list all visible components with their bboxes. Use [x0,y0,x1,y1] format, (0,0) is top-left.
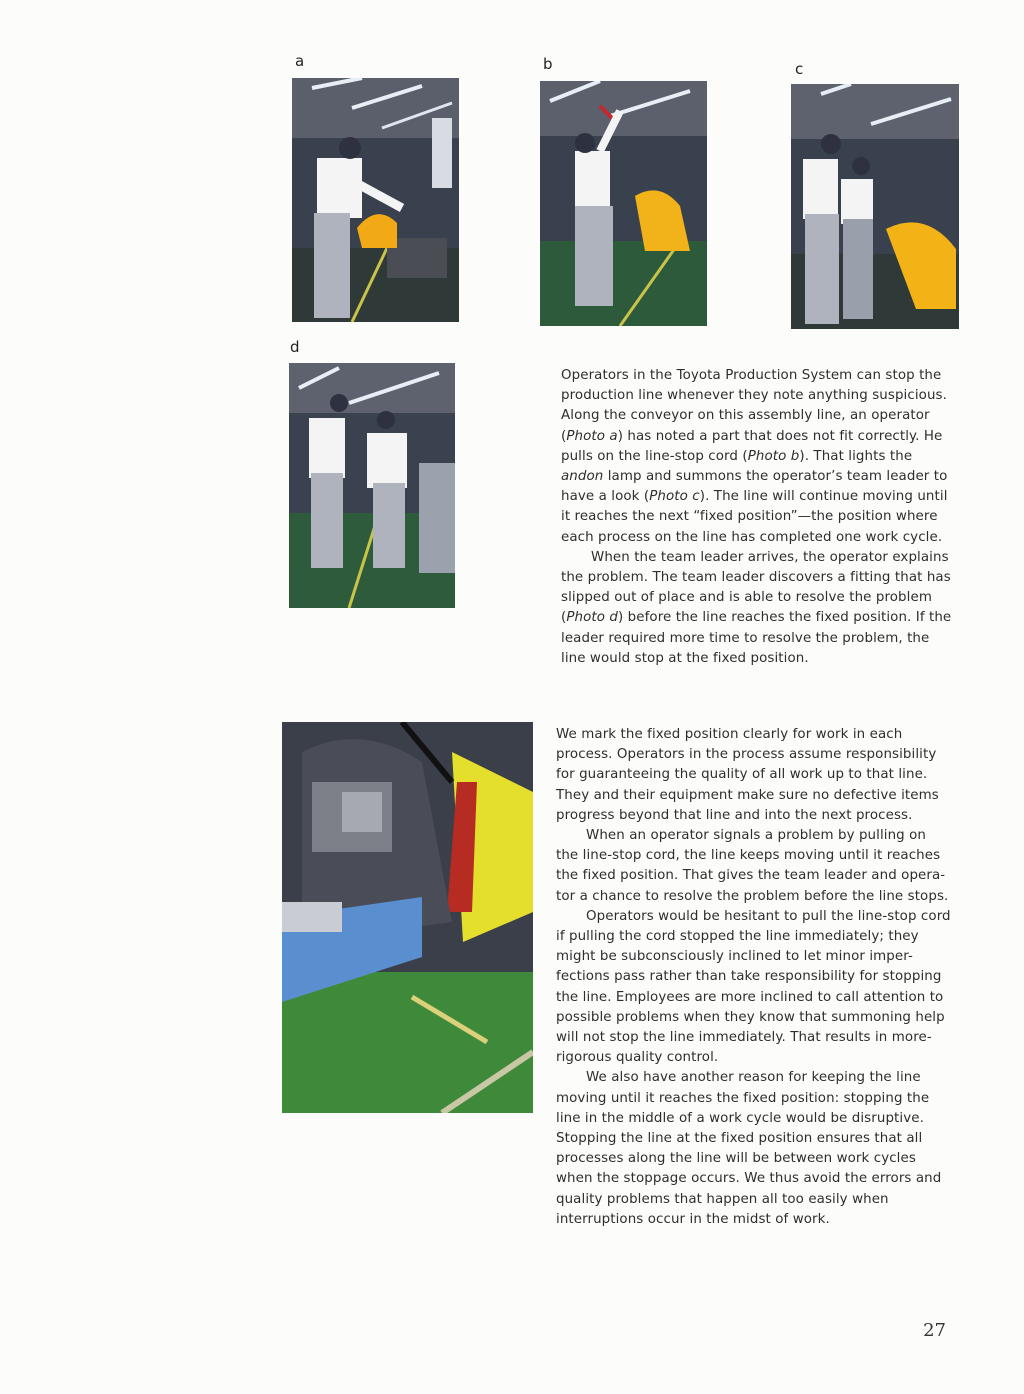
photo-d [289,363,455,608]
photo-b [540,81,707,326]
photo-fixed-position-line [282,722,533,1113]
caption-paragraph-2: When the team leader arrives, the operator explains the problem. The team leader discovers a fitting that has slipped out of place and is able to resolve the problem (Photo d) before the line reaches the fixed position. If the leader required more time to resolve the problem, the line would stop at the fixed position. [561,549,952,666]
body-paragraph-4: We also have another reason for keeping the line moving until it reaches the fixed position: stopping the line in the middle of a work cycle would be disruptive. Stopping the line at the fixed position ensures that all processes along the line will be between work cycles when the stoppage occurs. We thus avoid the errors and quality problems that happen all too easily when interruptions occur in the midst of work. [556,1070,942,1227]
photo-label-b: b [543,55,553,73]
photo-label-d: d [290,338,300,356]
photo-a [292,78,459,322]
body-paragraph-1: We mark the fixed position clearly for work in each process. Operators in the process assume responsibility for guaranteeing the quality of all work up to that line. They and their equipment make sure no defective items progress beyond that line and into the next process. [556,727,939,823]
body-text [556,725,952,1230]
photo-c [791,84,959,329]
caption-paragraph-1: Operators in the Toyota Production System can stop the production line whenever they note anything suspicious. Along the conveyor on this assembly line, an operator (Photo a) has noted a part that does not fit correctly. He pulls on the line-stop cord (Photo b). That lights the andon lamp and summons the operator’s team leader to have a look (Photo c). The line will continue moving until it reaches the next “fixed position”—the position where each process on the line has completed one work cycle. [561,368,948,545]
body-paragraph-2: When an operator signals a problem by pulling on the line-stop cord, the line keeps moving until it reaches the fixed position. That gives the team leader and opera-tor a chance to resolve the problem before the line stops. [556,828,949,904]
body-paragraph-3: Operators would be hesitant to pull the line-stop cord if pulling the cord stopped the line immediately; they might be subconsciously inclined to let minor imper-fections pass rather than take responsibility for stopping the line. Employees are more inclined to call attention to possible problems when they know that summoning help will not stop the line immediately. That results in more-rigorous quality control. [556,908,951,1066]
photo-label-c: c [795,60,804,78]
photo-caption [561,366,953,669]
photo-label-a: a [295,52,305,70]
page-number: 27 [923,1320,946,1341]
